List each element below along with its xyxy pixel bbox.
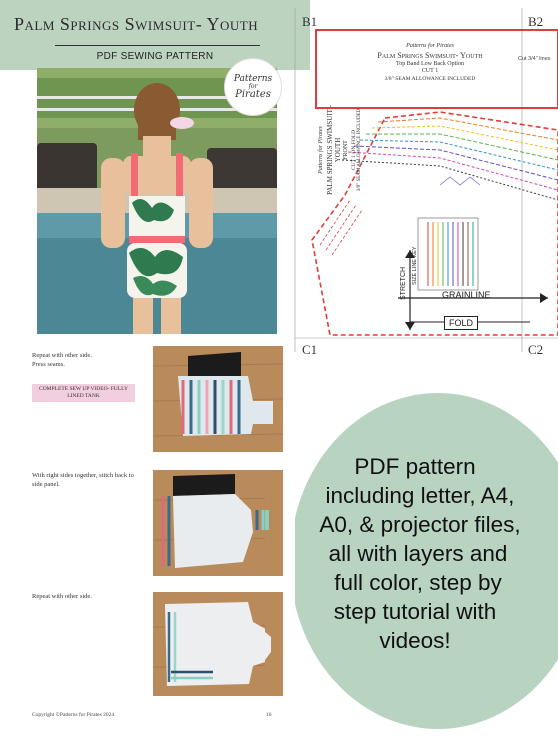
band-label-title: Palm Springs Swimsuit- Youth	[377, 50, 483, 60]
promo-line-3: A0, & projector files,	[319, 512, 521, 537]
step2-fabric-illustration	[153, 470, 283, 576]
band-label-cut: CUT 1	[421, 68, 439, 74]
front-label-cut: CUT 1 ON FOLD	[350, 129, 357, 171]
corner-label-b2: B2	[528, 14, 544, 29]
step2-photo-edge-illustration	[265, 470, 283, 576]
band-side-label: Cut 3/4" lines	[518, 56, 551, 62]
promo-line-6: step tutorial with	[333, 599, 497, 624]
step3-text: Repeat with other side.	[32, 593, 92, 600]
logo-text-1: Patterns	[233, 73, 273, 84]
copyright-footer: Copyright ©Patterns for Pirates 2024	[32, 712, 115, 718]
band-piece-label	[340, 43, 520, 82]
logo-text-3: Pirates	[235, 88, 271, 100]
step2-photo-edge	[265, 470, 283, 576]
corner-label-b1: B1	[302, 14, 318, 29]
step3-photo-edge	[265, 592, 283, 696]
band-label-piece: Top Band Low Back Option	[396, 60, 464, 67]
size-line-key-label: SIZE LINE KEY	[412, 246, 418, 285]
band-label-seam: 3/8" SEAM ALLOWANCE INCLUDED	[384, 75, 476, 82]
step1-text	[32, 352, 92, 370]
band-label-brand: Patterns for Pirates	[406, 43, 454, 49]
promo-line-4: all with layers and	[328, 541, 508, 566]
front-label-brand: Patterns for Pirates	[318, 126, 324, 174]
promo-line-5: full color, step by	[334, 570, 502, 595]
front-label-title: PALM SPRINGS SWIMSUIT - YOUTH	[325, 105, 343, 195]
step3-photo	[153, 592, 283, 696]
pattern-sheet	[290, 0, 558, 360]
step2-text: With right sides together, stitch back to side panel.	[32, 472, 134, 488]
promo-line-7: videos!	[379, 628, 451, 653]
promo-line-2: including letter, A4,	[325, 483, 515, 508]
stretch-label: STRETCH	[400, 266, 407, 300]
grainline-label: GRAINLINE	[442, 290, 491, 300]
step3-photo-edge-illustration	[265, 592, 283, 696]
step1-text-line1: Repeat with other side.	[32, 352, 92, 359]
brand-logo	[224, 58, 282, 116]
promo-line-1: PDF pattern	[354, 454, 476, 479]
promo-text	[265, 452, 558, 655]
step1-text-line2: Press seams.	[32, 360, 65, 368]
step1-photo	[153, 346, 283, 452]
fold-label: FOLD	[444, 316, 478, 330]
step1-fabric-illustration	[153, 346, 283, 452]
corner-label-c1: C1	[302, 342, 318, 357]
logo-text-2: for	[248, 82, 258, 90]
header-divider	[55, 45, 260, 46]
front-piece-label	[318, 95, 364, 205]
pattern-subtitle: PDF SEWING PATTERN	[96, 51, 214, 62]
sew-up-video-label: COMPLETE SEW UP VIDEO- FULLY LINED TANK	[39, 386, 128, 399]
pattern-title: Palm Springs Swimsuit- Youth	[14, 14, 259, 34]
front-label-name: FRONT	[343, 140, 349, 160]
page-number: 16	[266, 712, 272, 718]
corner-label-c2: C2	[528, 342, 544, 357]
front-label-seam: 3/8" SEAM ALLOWANCE INCLUDED	[357, 108, 363, 192]
step3-fabric-illustration	[153, 592, 283, 696]
step2-photo	[153, 470, 283, 576]
sew-up-video-link[interactable]	[32, 384, 135, 402]
